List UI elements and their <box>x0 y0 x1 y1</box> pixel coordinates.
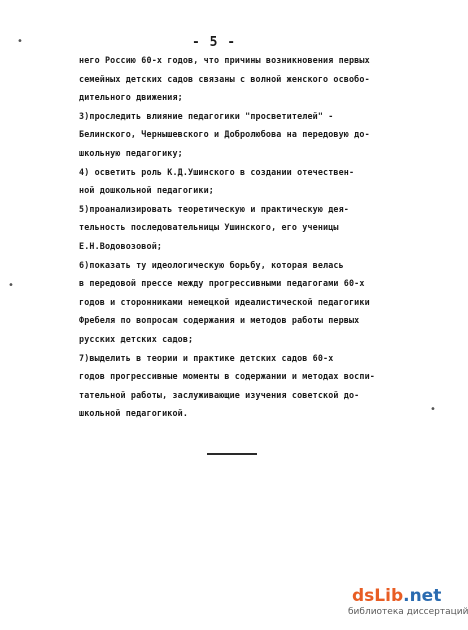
text-line: Е.Н.Водовозовой; <box>79 240 163 251</box>
text-line: школьную педагогику; <box>79 147 183 158</box>
text-line: русских детских садов; <box>79 333 194 344</box>
margin-mark: • <box>430 404 436 415</box>
dslib-watermark[interactable] <box>348 586 468 617</box>
watermark-logo <box>352 586 444 606</box>
watermark-subtitle: библиотека диссертаций <box>348 607 468 617</box>
text-line: Фребеля по вопросам содержания и методов работы первых <box>79 315 360 326</box>
margin-mark: • <box>8 280 14 291</box>
watermark-tld: .net <box>403 586 442 606</box>
text-line: годов и сторонниками немецкой идеалистической педагогики <box>79 296 370 307</box>
text-line: 3)проследить влияние педагогики "просветителей" - <box>79 110 334 121</box>
page-number: - 5 - <box>192 35 237 50</box>
text-line: семейных детских садов связаны с волной женского освобо- <box>79 73 370 84</box>
body-text <box>79 51 419 423</box>
text-line: него Россию 60-х годов, что причины возникновения первых <box>79 55 370 65</box>
text-line: 6)показать ту идеологическую борьбу, которая велась <box>79 259 344 270</box>
text-line: в передовой прессе между прогрессивными педагогами 60-х <box>79 278 365 289</box>
text-line: школьной педагогикой. <box>79 408 189 419</box>
text-line: дительного движения; <box>79 92 183 103</box>
text-line: 4) осветить роль К.Д.Ушинского в создании отечествен- <box>79 166 355 177</box>
text-line: 5)проанализировать теоретическую и практическую дея- <box>79 203 349 214</box>
text-line: 7)выделить в теории и практике детских садов 60-х <box>79 352 334 363</box>
text-line: годов прогрессивные моменты в содержании и методах воспи- <box>79 371 375 382</box>
text-line: тельность последовательницы Ушинского, его ученицы <box>79 222 339 233</box>
section-divider <box>207 453 257 455</box>
watermark-name: dsLib <box>352 586 404 606</box>
text-line: тательной работы, заслуживающие изучения советской до- <box>79 389 360 400</box>
margin-mark: • <box>17 36 23 47</box>
text-line: ной дошкольной педагогики; <box>79 185 214 196</box>
text-line: Белинского, Чернышевского и Добролюбова на передовую до- <box>79 129 370 140</box>
